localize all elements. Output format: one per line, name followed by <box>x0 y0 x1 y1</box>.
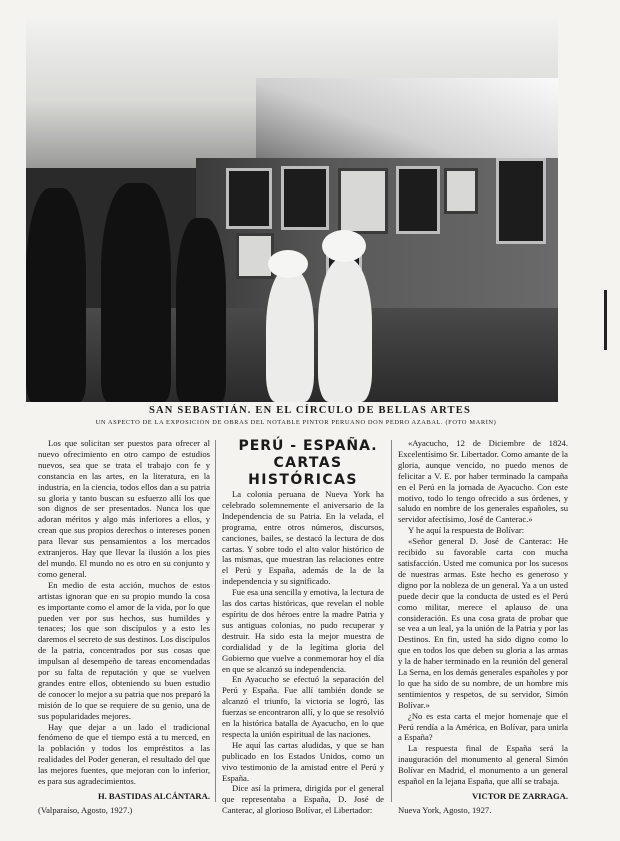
article-column-right <box>398 438 568 816</box>
author-signature <box>398 791 568 802</box>
article-headline: PERÚ - ESPAÑA. <box>238 438 378 454</box>
paragraph: ¿No es esta carta el mejor homenaje que el Perú rendía a la América, en Bolívar, para unirla a España? <box>398 710 568 743</box>
paragraph: Fue esa una sencilla y emotiva, la lectura de las dos cartas históricas, que revelan el noble espíritu de dos héroes entre la madre Patria y sus antiguas colonias, no pudo recuperar y destruir. Ha sido esta la mejor muestra de cordialidad y de la legítima gloria del Gobierno que vuelve a conmemorar hoy el día en que se alcanzó su independencia. <box>222 587 384 674</box>
visitor-hat <box>268 250 308 278</box>
page-margin-mark <box>604 290 607 350</box>
article-column-left <box>38 438 210 816</box>
visitor-woman-dress <box>266 268 314 402</box>
visitor-figure <box>26 188 86 402</box>
paragraph: Y he aquí la respuesta de Bolívar: <box>408 525 525 536</box>
paragraph: En Ayacucho se efectuó la separación del Perú y España. Fue allí también donde se alcanzó el triunfo, la victoria se logró, las fuerzas se encontraron allí, y lo que se resolvió en la histórica batalla de Ayacucho, en lo que respecta la unión espiritual de las naciones. <box>222 674 384 739</box>
photo-ceiling <box>256 78 558 158</box>
photo-caption: SAN SEBASTIÁN. EN EL CÍRCULO DE BELLAS ARTES <box>148 405 472 416</box>
column-divider <box>215 440 216 802</box>
paragraph: «Señor general D. José de Canterac: He recibido su favorable carta con mucha satisfacción. Usted me comunica por los sucesos de nuestras armas. Este hecho es generoso y digno por la nobleza de un general. Ya a un usted puede decir que la conducta de usted es el Perú como militar, merece el aplauso de una consideración. Es una cosa grata de probar que se vea a un leal, ya la unión de la Patria y por las Destinos. En fin, usted ha sido digno como lo que en todos los que deben su gloria a las armas y la de haber terminado en la reunión del general La Serna, en los demás generales españoles y por lo que ha sido de su nombre, de un hombre mis sentimientos y respetos, de su servidor, Simón Bolívar.» <box>398 536 568 710</box>
paragraph: La colonia peruana de Nueva York ha celebrado solemnemente el aniversario de la Independencia de su Patria. En la velada, el programa, entre otros números, discursos, canciones, bailes, se destacó la lectura de dos cartas. Y sobre todo el alto valor histórico de las mismas, que muestran las relaciones entre el Perú y España, además de la de la independencia y su significado. <box>222 489 384 587</box>
article-column-center <box>222 438 384 816</box>
paragraph: En medio de esta acción, muchos de estos artistas ignoran que en su propio mundo la cosa es importante como el amor de la vida, por lo que pueden ver por sus hechos, sus humildes y tenaces; los que son discípulos y a esto les daremos el secreto de sus destinos. Los discípulos de la patria, concentrados por sus cosas que impulsan al desempeño de tareas encomendadas por su falta de reputación y que se vuelven grandes entre ellos, obteniendo su buen estudio de conocer lo mejor a su patria que nos preparó la misión de lo que se requiere de su genio, una de sus popularidades mejores. <box>38 579 210 721</box>
painting-frame <box>338 168 388 234</box>
visitor-hat <box>322 230 366 262</box>
visitor-figure <box>176 218 226 402</box>
visitor-figure <box>101 183 171 402</box>
paragraph: Dice así la primera, dirigida por el general que representaba a España, D. José de Canterac, al glorioso Bolívar, el Libertador: <box>222 783 384 816</box>
paragraph: Los que solicitan ser puestos para ofrecer al nuevo ofrecimiento en otro campo de estudios nuevos, sea que se trata el trabajo con fe y constancia en las artes, en la literatura, en la industria, en la ciencia, todos ellos dan a su patria su gloria y tanto buscan su esfuerzo allí los que son dignos de ser presentados. Nunca los que adoran méritos y algo más inferiores a ellos, y crean que sus propios derechos o intereses ponen para llevar sus pensamientos a los mercados extranjeros. Hay que llevar la ilusión a los pies del mundo. El mundo no es otro en su conjunto y como general. <box>38 438 210 579</box>
painting-frame <box>236 233 274 279</box>
column-divider <box>391 440 392 802</box>
dateline: (Valparaíso, Agosto, 1927.) <box>38 804 133 815</box>
author-name: H. BASTIDAS ALCÁNTARA. <box>97 791 210 801</box>
author-name: VICTOR DE ZARRAGA. <box>471 791 568 801</box>
painting-frame <box>281 166 329 230</box>
painting-frame <box>396 166 440 234</box>
painting-frame <box>226 168 272 229</box>
paragraph: He aquí las cartas aludidas, y que se han publicado en los Estados Unidos, como un vivo testimonio de la amistad entre el Perú y España. <box>222 739 384 783</box>
painting-frame <box>496 158 546 244</box>
painting-frame <box>444 168 478 214</box>
dateline: Nueva York, Agosto, 1927. <box>398 804 492 815</box>
paragraph: «Ayacucho, 12 de Diciembre de 1824. Excelentísimo Sr. Libertador. Como amante de la gloria, aunque vencido, no puedo menos de felicitar a V. E. por haber terminado la campaña en el Perú en la jornada de Ayacucho. Con este motivo, todo lo tengo ofrecido a sus órdenes, y saludo en nombre de los generales españoles, su servidor afectísimo, José de Canterac.» <box>398 438 568 525</box>
photo-subcaption: UN ASPECTO DE LA EXPOSICIÓN DE OBRAS DEL NOTABLE PINTOR PERUANO DON PEDRO AZABAL. (FOTO MARÍN) <box>95 419 497 426</box>
author-signature <box>38 791 210 802</box>
paragraph: Hay que dejar a un lado el tradicional fenómeno de que el tiempo está a tu merced, en la población y todos los empréstitos a las realidades del Poder generan, el resultado del que las mejores fuentes, que mejoran con lo inferior, es para sus agradecimientos. <box>38 721 210 787</box>
exhibition-photo <box>26 18 558 402</box>
article-subheadline: CARTAS HISTÓRICAS <box>248 455 358 488</box>
paragraph: La respuesta final de España será la inauguración del monumento al general Simón Bolívar en Madrid, el monumento a un general español en la lejana España, que allí se trabaja. <box>398 743 568 787</box>
visitor-woman-dress <box>318 258 372 402</box>
